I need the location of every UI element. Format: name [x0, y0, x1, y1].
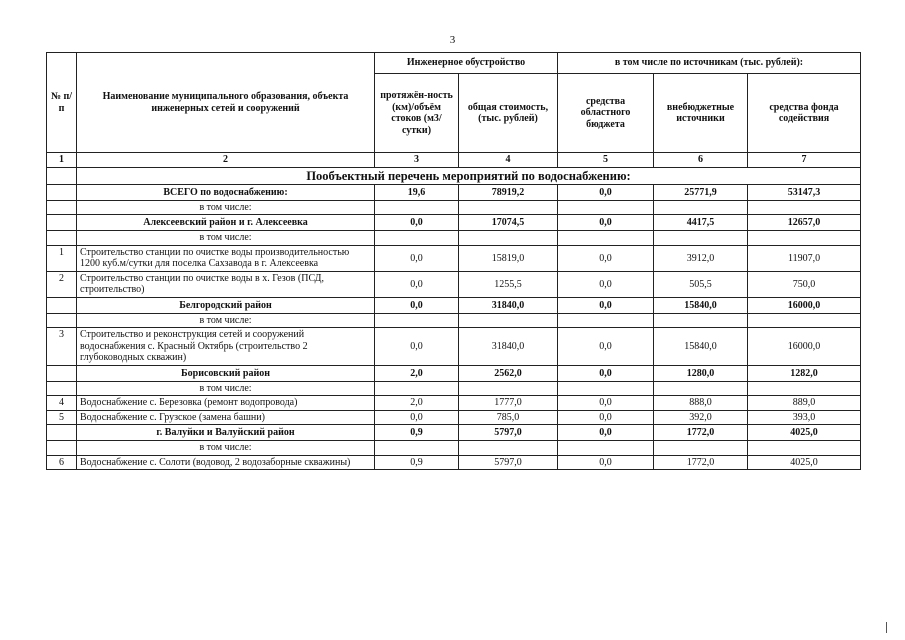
- cell-total: 78919,2: [459, 184, 558, 200]
- row-number: [47, 184, 77, 200]
- table-row-item: [47, 396, 861, 411]
- row-number: [47, 441, 77, 456]
- cell-total: [459, 200, 558, 215]
- cell-regional: 0,0: [558, 425, 654, 441]
- header-num: № п/п: [47, 53, 77, 153]
- header-row-group: [47, 53, 861, 74]
- cell-offbudget: 25771,9: [654, 184, 748, 200]
- cell-regional: [558, 231, 654, 246]
- row-name: в том числе:: [77, 313, 375, 328]
- table-row-item: [47, 271, 861, 297]
- cell-offbudget: [654, 381, 748, 396]
- table-row-item: [47, 245, 861, 271]
- row-number: [47, 381, 77, 396]
- table-body: [47, 153, 861, 470]
- cell-fund: 16000,0: [748, 297, 861, 313]
- row-number: 2: [47, 271, 77, 297]
- cell-offbudget: 4417,5: [654, 215, 748, 231]
- row-name: в том числе:: [77, 231, 375, 246]
- row-number: [47, 365, 77, 381]
- cell-length: 2,0: [375, 396, 459, 411]
- row-name: Борисовский район: [77, 365, 375, 381]
- row-number: [47, 425, 77, 441]
- cell-length: [375, 231, 459, 246]
- table-row-item: [47, 328, 861, 366]
- cell-length: [375, 313, 459, 328]
- cell-regional: [558, 200, 654, 215]
- row-name: в том числе:: [77, 200, 375, 215]
- cell-regional: 0,0: [558, 365, 654, 381]
- cell-length: [375, 200, 459, 215]
- cell-offbudget: 505,5: [654, 271, 748, 297]
- cell-total: 5797,0: [459, 425, 558, 441]
- table-row-incl: [47, 200, 861, 215]
- table-row-district: [47, 297, 861, 313]
- cell-offbudget: [654, 200, 748, 215]
- cell-total: 5797,0: [459, 455, 558, 470]
- row-name: ВСЕГО по водоснабжению:: [77, 184, 375, 200]
- table-row-incl: [47, 313, 861, 328]
- scan-mark: [886, 622, 887, 633]
- water-supply-table: [46, 52, 861, 470]
- cell-length: 0,9: [375, 425, 459, 441]
- column-number: 5: [558, 153, 654, 168]
- header-sources-group: в том числе по источникам (тыс. рублей):: [558, 53, 861, 74]
- row-name: Водоснабжение с. Грузское (замена башни): [77, 410, 375, 425]
- header-fund: средства фонда содействия: [748, 74, 861, 153]
- row-number: [47, 200, 77, 215]
- cell-length: 0,0: [375, 215, 459, 231]
- cell-regional: 0,0: [558, 297, 654, 313]
- cell-fund: [748, 313, 861, 328]
- table-row-district: [47, 425, 861, 441]
- cell-offbudget: [654, 441, 748, 456]
- cell-length: [375, 381, 459, 396]
- table-row-incl: [47, 381, 861, 396]
- cell-fund: [748, 231, 861, 246]
- cell-regional: 0,0: [558, 271, 654, 297]
- table-row-incl: [47, 441, 861, 456]
- section-title-row: [47, 167, 861, 184]
- cell-total: 31840,0: [459, 328, 558, 366]
- row-name: Строительство станции по очистке воды в х. Гезов (ПСД, строительство): [77, 271, 375, 297]
- column-number: 6: [654, 153, 748, 168]
- row-number: 5: [47, 410, 77, 425]
- cell-offbudget: 1280,0: [654, 365, 748, 381]
- cell-total: 1777,0: [459, 396, 558, 411]
- cell-total: 15819,0: [459, 245, 558, 271]
- column-number: 1: [47, 153, 77, 168]
- row-number: 4: [47, 396, 77, 411]
- row-name: Водоснабжение с. Березовка (ремонт водопровода): [77, 396, 375, 411]
- cell-offbudget: 392,0: [654, 410, 748, 425]
- cell-regional: 0,0: [558, 215, 654, 231]
- cell-fund: 16000,0: [748, 328, 861, 366]
- cell-offbudget: 15840,0: [654, 328, 748, 366]
- header-offbudget: внебюджетные источники: [654, 74, 748, 153]
- row-name: Белгородский район: [77, 297, 375, 313]
- cell-regional: 0,0: [558, 396, 654, 411]
- cell-length: 0,0: [375, 297, 459, 313]
- cell-total: [459, 441, 558, 456]
- cell-offbudget: 3912,0: [654, 245, 748, 271]
- row-name: в том числе:: [77, 441, 375, 456]
- header-name: Наименование муниципального образования, объекта инженерных сетей и сооружений: [77, 53, 375, 153]
- cell-fund: 1282,0: [748, 365, 861, 381]
- cell-length: 2,0: [375, 365, 459, 381]
- row-name: Алексеевский район и г. Алексеевка: [77, 215, 375, 231]
- cell-length: 0,0: [375, 328, 459, 366]
- cell-total: [459, 231, 558, 246]
- table-row-item: [47, 410, 861, 425]
- cell-regional: 0,0: [558, 455, 654, 470]
- column-number: 7: [748, 153, 861, 168]
- cell-regional: [558, 313, 654, 328]
- row-number: [47, 297, 77, 313]
- column-number-row: [47, 153, 861, 168]
- cell-offbudget: 1772,0: [654, 455, 748, 470]
- row-name: г. Валуйки и Валуйский район: [77, 425, 375, 441]
- section-title: Пообъектный перечень мероприятий по водоснабжению:: [77, 167, 861, 184]
- cell-offbudget: 1772,0: [654, 425, 748, 441]
- column-number: 4: [459, 153, 558, 168]
- cell-total: 31840,0: [459, 297, 558, 313]
- cell-fund: 889,0: [748, 396, 861, 411]
- table-row-district: [47, 365, 861, 381]
- column-number: 2: [77, 153, 375, 168]
- table-row-district: [47, 215, 861, 231]
- header-total: общая стоимость, (тыс. рублей): [459, 74, 558, 153]
- row-name: Строительство и реконструкция сетей и сооружений водоснабжения с. Красный Октябрь (строительство 2 глубоководных скважин): [77, 328, 375, 366]
- header-length: протяжён-ность (км)/объём стоков (м3/сутки): [375, 74, 459, 153]
- row-name: Строительство станции по очистке воды производительностью 1200 куб.м/сутки для поселка Сахзавода в г. Алексеевка: [77, 245, 375, 271]
- header-regional: средства областного бюджета: [558, 74, 654, 153]
- column-number: 3: [375, 153, 459, 168]
- cell-length: 0,0: [375, 410, 459, 425]
- cell-fund: 53147,3: [748, 184, 861, 200]
- section-num-cell: [47, 167, 77, 184]
- cell-offbudget: [654, 313, 748, 328]
- cell-length: [375, 441, 459, 456]
- cell-regional: 0,0: [558, 328, 654, 366]
- row-number: [47, 215, 77, 231]
- cell-fund: 750,0: [748, 271, 861, 297]
- row-number: [47, 313, 77, 328]
- cell-total: 785,0: [459, 410, 558, 425]
- cell-total: 2562,0: [459, 365, 558, 381]
- cell-length: 0,9: [375, 455, 459, 470]
- cell-offbudget: 888,0: [654, 396, 748, 411]
- table-row-total: [47, 184, 861, 200]
- cell-offbudget: [654, 231, 748, 246]
- cell-regional: 0,0: [558, 184, 654, 200]
- row-number: 6: [47, 455, 77, 470]
- table-row-incl: [47, 231, 861, 246]
- cell-fund: 11907,0: [748, 245, 861, 271]
- row-number: 1: [47, 245, 77, 271]
- cell-length: 0,0: [375, 245, 459, 271]
- cell-fund: [748, 381, 861, 396]
- cell-length: 0,0: [375, 271, 459, 297]
- cell-total: 1255,5: [459, 271, 558, 297]
- page-number: 3: [449, 34, 456, 46]
- header-engineering-group: Инженерное обустройство: [375, 53, 558, 74]
- row-name: в том числе:: [77, 381, 375, 396]
- cell-offbudget: 15840,0: [654, 297, 748, 313]
- cell-regional: 0,0: [558, 245, 654, 271]
- cell-length: 19,6: [375, 184, 459, 200]
- cell-fund: 393,0: [748, 410, 861, 425]
- cell-regional: [558, 441, 654, 456]
- cell-fund: [748, 200, 861, 215]
- cell-fund: [748, 441, 861, 456]
- row-name: Водоснабжение с. Солоти (водовод, 2 водозаборные скважины): [77, 455, 375, 470]
- cell-fund: 12657,0: [748, 215, 861, 231]
- cell-total: 17074,5: [459, 215, 558, 231]
- cell-regional: [558, 381, 654, 396]
- cell-fund: 4025,0: [748, 425, 861, 441]
- row-number: [47, 231, 77, 246]
- table-row-item: [47, 455, 861, 470]
- cell-total: [459, 313, 558, 328]
- cell-fund: 4025,0: [748, 455, 861, 470]
- row-number: 3: [47, 328, 77, 366]
- cell-regional: 0,0: [558, 410, 654, 425]
- cell-total: [459, 381, 558, 396]
